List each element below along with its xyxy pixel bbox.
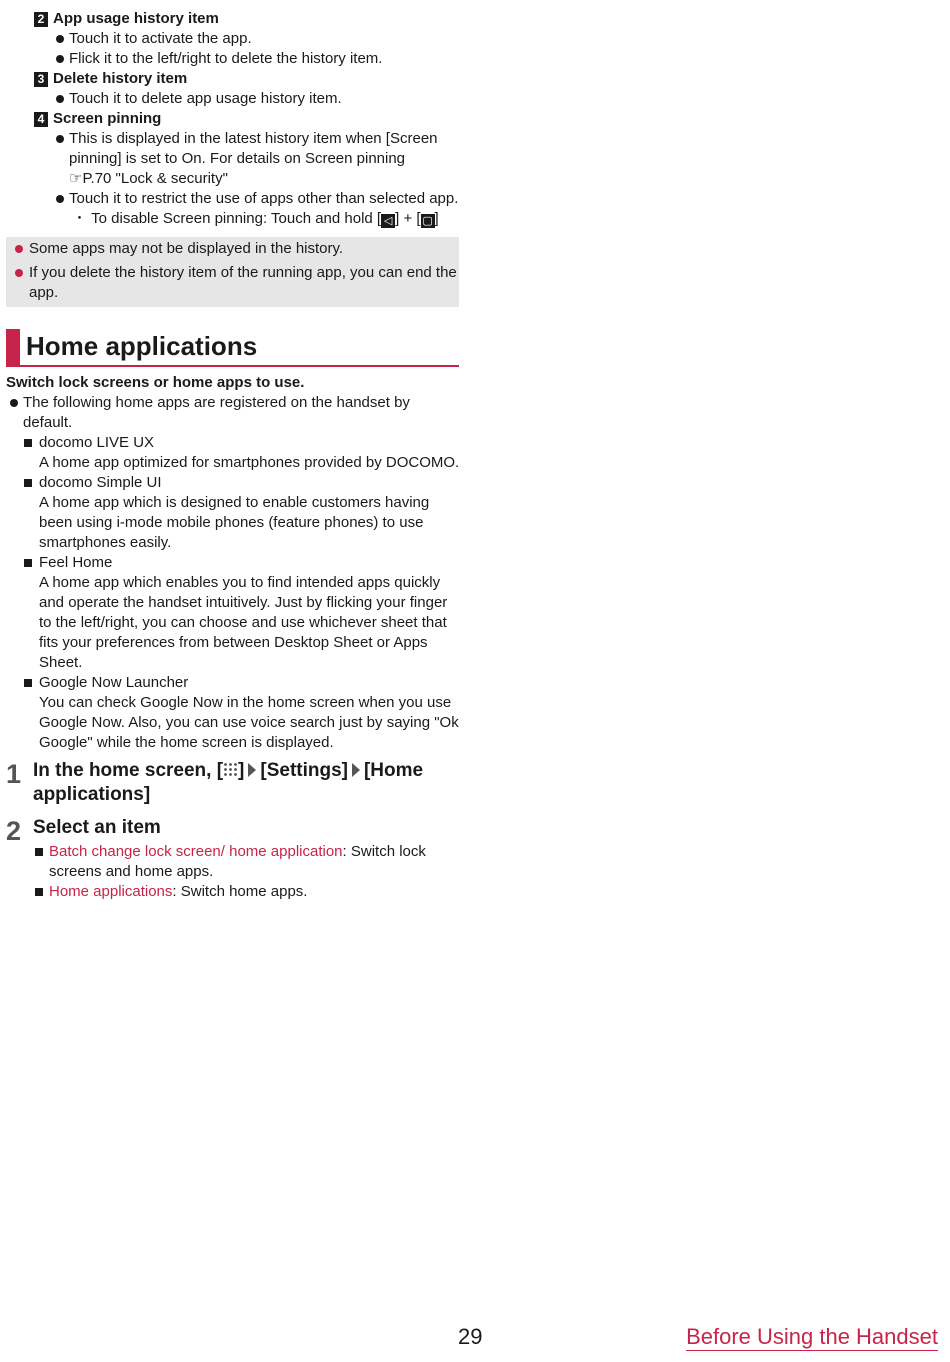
section-heading: [6, 329, 459, 367]
bullet-icon: [56, 95, 64, 103]
bullet-text: Flick it to the left/right to delete the history item.: [69, 50, 383, 67]
step-text: [Home: [363, 760, 424, 781]
app-description: and operate the handset intuitively. Just by flicking your finger: [39, 594, 448, 611]
note-continuation: app.: [29, 284, 59, 301]
square-bullet-icon: [24, 559, 32, 567]
app-description: Google" while the home screen is displayed.: [39, 734, 334, 751]
page-reference-link[interactable]: P.70 "Lock & security": [82, 170, 228, 187]
app-description: A home app which is designed to enable customers having: [39, 494, 430, 511]
section-lead: Switch lock screens or home apps to use.: [6, 374, 305, 391]
option-text: : Switch lock: [342, 843, 426, 860]
app-description: smartphones easily.: [39, 534, 172, 551]
item-2-title: App usage history item: [53, 10, 219, 27]
item-2-heading: [34, 9, 459, 29]
bullet-continuation: pinning] is set to On. For details on Screen pinning: [69, 150, 406, 167]
heading-accent-bar: [6, 329, 20, 365]
sub-text: ]: [434, 210, 439, 227]
red-bullet-icon: [15, 245, 23, 253]
option-label[interactable]: Home applications: [49, 883, 173, 900]
bullet-continuation: default.: [23, 414, 73, 431]
note-box: [6, 237, 459, 307]
bullet-icon: [10, 399, 18, 407]
list-item: [6, 189, 459, 209]
section-footer-link[interactable]: Before Using the Handset: [686, 1324, 938, 1349]
bullet-continuation: [6, 169, 459, 189]
app-description: Google Now. Also, you can use voice search just by saying "Ok: [39, 714, 459, 731]
square-bullet-icon: [24, 679, 32, 687]
note-item: [12, 263, 457, 283]
bullet-text: Touch it to activate the app.: [69, 30, 252, 47]
app-name-text: docomo Simple UI: [39, 474, 162, 491]
app-name-text: docomo LIVE UX: [39, 434, 155, 451]
bullet-icon: [56, 135, 64, 143]
option-text: : Switch home apps.: [172, 883, 308, 900]
sub-text: ] + [: [395, 210, 421, 227]
option-item: [6, 882, 459, 902]
list-item: [6, 129, 459, 149]
list-item: [6, 393, 459, 413]
option-continuation: screens and home apps.: [49, 863, 214, 880]
app-description: fits your preferences from between Desktop Sheet or Apps: [39, 634, 428, 651]
app-name: [6, 673, 459, 693]
app-name: [6, 473, 459, 493]
app-description: to the left/right, you can choose and use whichever sheet that: [39, 614, 447, 631]
option-label[interactable]: Batch change lock screen/ home application: [49, 843, 343, 860]
note-text: If you delete the history item of the running app, you can end the: [29, 264, 457, 281]
item-4-title: Screen pinning: [53, 110, 162, 127]
reference-hand-icon: ☞: [69, 170, 83, 187]
option-item: [6, 842, 459, 862]
apps-grid-icon: [223, 762, 238, 777]
step-text: Select an item: [33, 817, 161, 838]
bullet-text: The following home apps are registered on the handset by: [23, 394, 410, 411]
sub-text: To disable Screen pinning: Touch and hold [: [91, 210, 382, 227]
bullet-text: This is displayed in the latest history item when [Screen: [69, 130, 438, 147]
recent-apps-key-icon: ▢: [422, 215, 433, 227]
square-bullet-icon: [24, 439, 32, 447]
back-key-icon: ◁: [381, 214, 395, 228]
item-3-title: Delete history item: [53, 70, 188, 87]
step-text: In the home screen, [: [33, 760, 224, 781]
red-bullet-icon: [15, 269, 23, 277]
app-description: been using i-mode mobile phones (feature phones) to use: [39, 514, 424, 531]
square-bullet-icon: [35, 888, 43, 896]
list-item: [6, 89, 459, 109]
item-3-heading: [34, 69, 459, 89]
step-number: 2: [6, 816, 22, 846]
app-description: Sheet.: [39, 654, 83, 671]
app-name-text: Google Now Launcher: [39, 674, 189, 691]
bullet-icon: [56, 35, 64, 43]
page-number: 29: [458, 1324, 483, 1349]
app-description: A home app which enables you to find intended apps quickly: [39, 574, 441, 591]
app-name: [6, 553, 459, 573]
sub-bullet: ・ To disable Screen pinning: Touch and hold [ ◁ ] + [ ▢ ]: [72, 210, 439, 227]
item-4-heading: [34, 109, 459, 129]
number-3-badge: 3: [34, 72, 48, 87]
bullet-text: Touch it to restrict the use of apps other than selected app.: [69, 190, 459, 207]
content-column: [6, 9, 459, 902]
app-description: You can check Google Now in the home screen when you use: [39, 694, 452, 711]
app-name: [6, 433, 459, 453]
arrow-right-icon: [352, 763, 360, 777]
app-description: A home app optimized for smartphones provided by DOCOMO.: [39, 454, 460, 471]
section-title: Home applications: [26, 331, 258, 361]
note-item: [12, 239, 453, 259]
step-1-continuation: applications]: [33, 784, 151, 805]
step-text: ]: [238, 760, 245, 781]
step-1: [6, 759, 459, 789]
bullet-icon: [56, 195, 64, 203]
square-bullet-icon: [24, 479, 32, 487]
list-item: [6, 29, 459, 49]
bullet-text: Touch it to delete app usage history item.: [69, 90, 342, 107]
list-item: [6, 49, 459, 69]
square-bullet-icon: [35, 848, 43, 856]
note-text: Some apps may not be displayed in the history.: [29, 240, 344, 257]
app-name-text: Feel Home: [39, 554, 113, 571]
step-2: [6, 816, 459, 846]
arrow-right-icon: [248, 763, 256, 777]
step-text: [Settings]: [260, 760, 348, 781]
number-4-badge: 4: [34, 112, 48, 127]
bullet-icon: [56, 55, 64, 63]
step-number: 1: [6, 759, 22, 789]
number-2-badge: 2: [34, 12, 48, 27]
